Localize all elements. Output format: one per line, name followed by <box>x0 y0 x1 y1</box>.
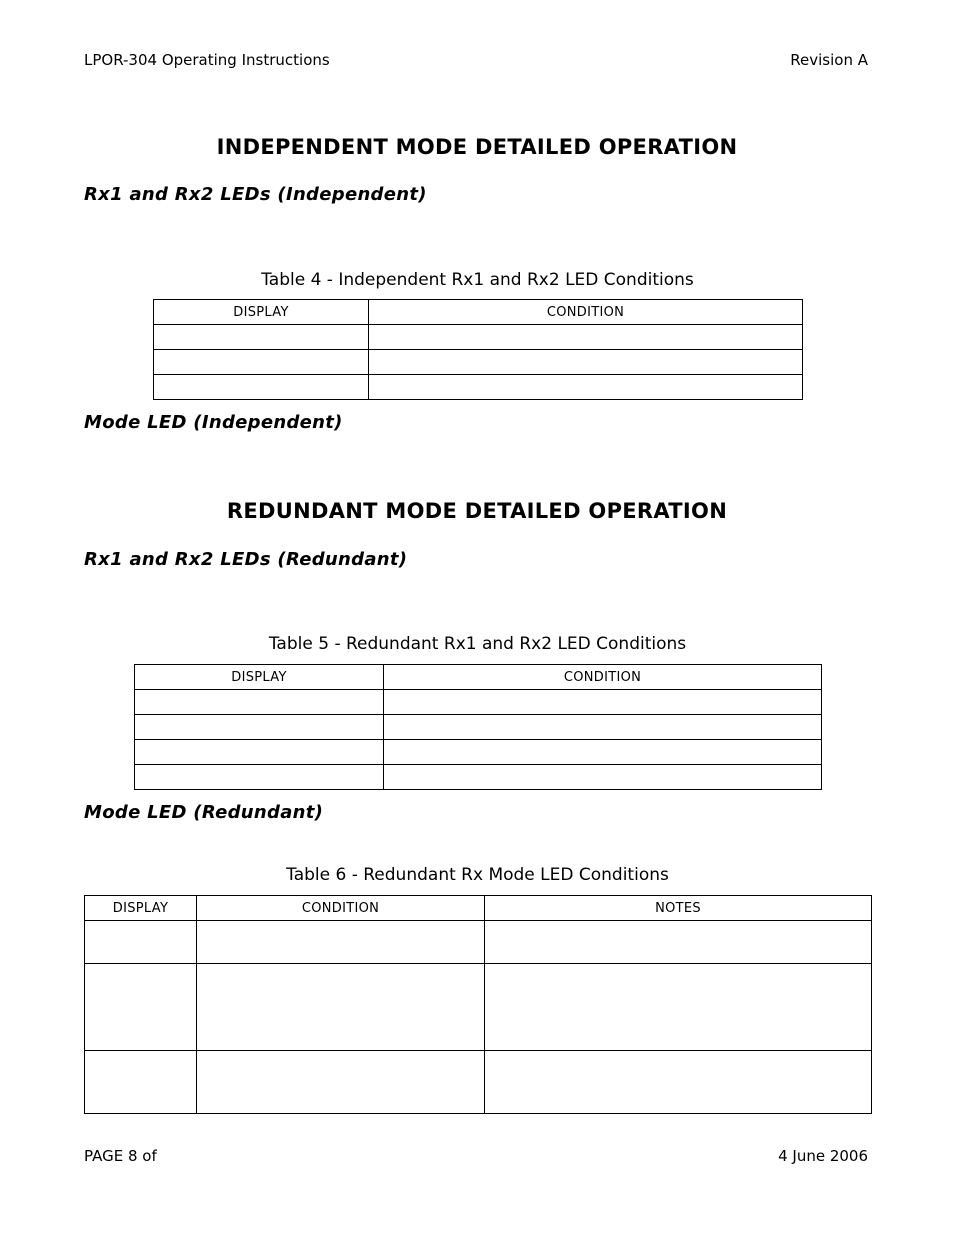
redundant-mode-heading: Mode LED (Redundant) <box>84 802 324 823</box>
table-cell <box>369 325 803 350</box>
table6 <box>84 895 872 1114</box>
table-cell <box>154 325 369 350</box>
table-cell <box>369 375 803 400</box>
table-row <box>85 964 872 1051</box>
table-cell <box>197 1051 485 1114</box>
table-cell <box>485 921 872 964</box>
table-cell <box>135 715 384 740</box>
table-cell <box>197 964 485 1051</box>
table-header-row <box>154 300 803 325</box>
table-cell <box>384 740 822 765</box>
table-row <box>85 1051 872 1114</box>
table-cell <box>135 690 384 715</box>
footer-page-number: PAGE 8 of <box>84 1147 157 1165</box>
table5 <box>134 664 822 790</box>
table-row <box>135 715 822 740</box>
column-header-condition: CONDITION <box>384 665 822 690</box>
table-row <box>85 921 872 964</box>
column-header-notes: NOTES <box>485 896 872 921</box>
table5-caption: Table 5 - Redundant Rx1 and Rx2 LED Conditions <box>268 634 687 654</box>
independent-mode-title: INDEPENDENT MODE DETAILED OPERATION <box>216 135 738 159</box>
redundant-rx-heading: Rx1 and Rx2 LEDs (Redundant) <box>84 549 408 570</box>
table-cell <box>85 964 197 1051</box>
column-header-condition: CONDITION <box>369 300 803 325</box>
table-cell <box>369 350 803 375</box>
redundant-mode-title: REDUNDANT MODE DETAILED OPERATION <box>226 499 728 523</box>
table-row <box>135 690 822 715</box>
table-header-row <box>85 896 872 921</box>
table-cell <box>85 921 197 964</box>
footer-date: 4 June 2006 <box>778 1147 868 1165</box>
table-cell <box>135 740 384 765</box>
table6-caption: Table 6 - Redundant Rx Mode LED Conditions <box>286 865 669 885</box>
table-cell <box>197 921 485 964</box>
table-cell <box>154 350 369 375</box>
table-row <box>135 765 822 790</box>
table-cell <box>384 765 822 790</box>
table-cell <box>135 765 384 790</box>
column-header-display: DISPLAY <box>135 665 384 690</box>
independent-rx-heading: Rx1 and Rx2 LEDs (Independent) <box>84 184 427 205</box>
table-row <box>154 350 803 375</box>
column-header-display: DISPLAY <box>85 896 197 921</box>
table-row <box>154 325 803 350</box>
header-title: LPOR-304 Operating Instructions <box>84 51 330 69</box>
table-header-row <box>135 665 822 690</box>
table-row <box>154 375 803 400</box>
table-cell <box>85 1051 197 1114</box>
header-revision: Revision A <box>790 51 868 69</box>
table4-caption: Table 4 - Independent Rx1 and Rx2 LED Conditions <box>261 270 694 290</box>
column-header-display: DISPLAY <box>154 300 369 325</box>
table-cell <box>485 1051 872 1114</box>
table-cell <box>154 375 369 400</box>
column-header-condition: CONDITION <box>197 896 485 921</box>
table-row <box>135 740 822 765</box>
table-cell <box>485 964 872 1051</box>
table-cell <box>384 690 822 715</box>
independent-mode-heading: Mode LED (Independent) <box>84 412 343 433</box>
table4 <box>153 299 803 400</box>
table-cell <box>384 715 822 740</box>
